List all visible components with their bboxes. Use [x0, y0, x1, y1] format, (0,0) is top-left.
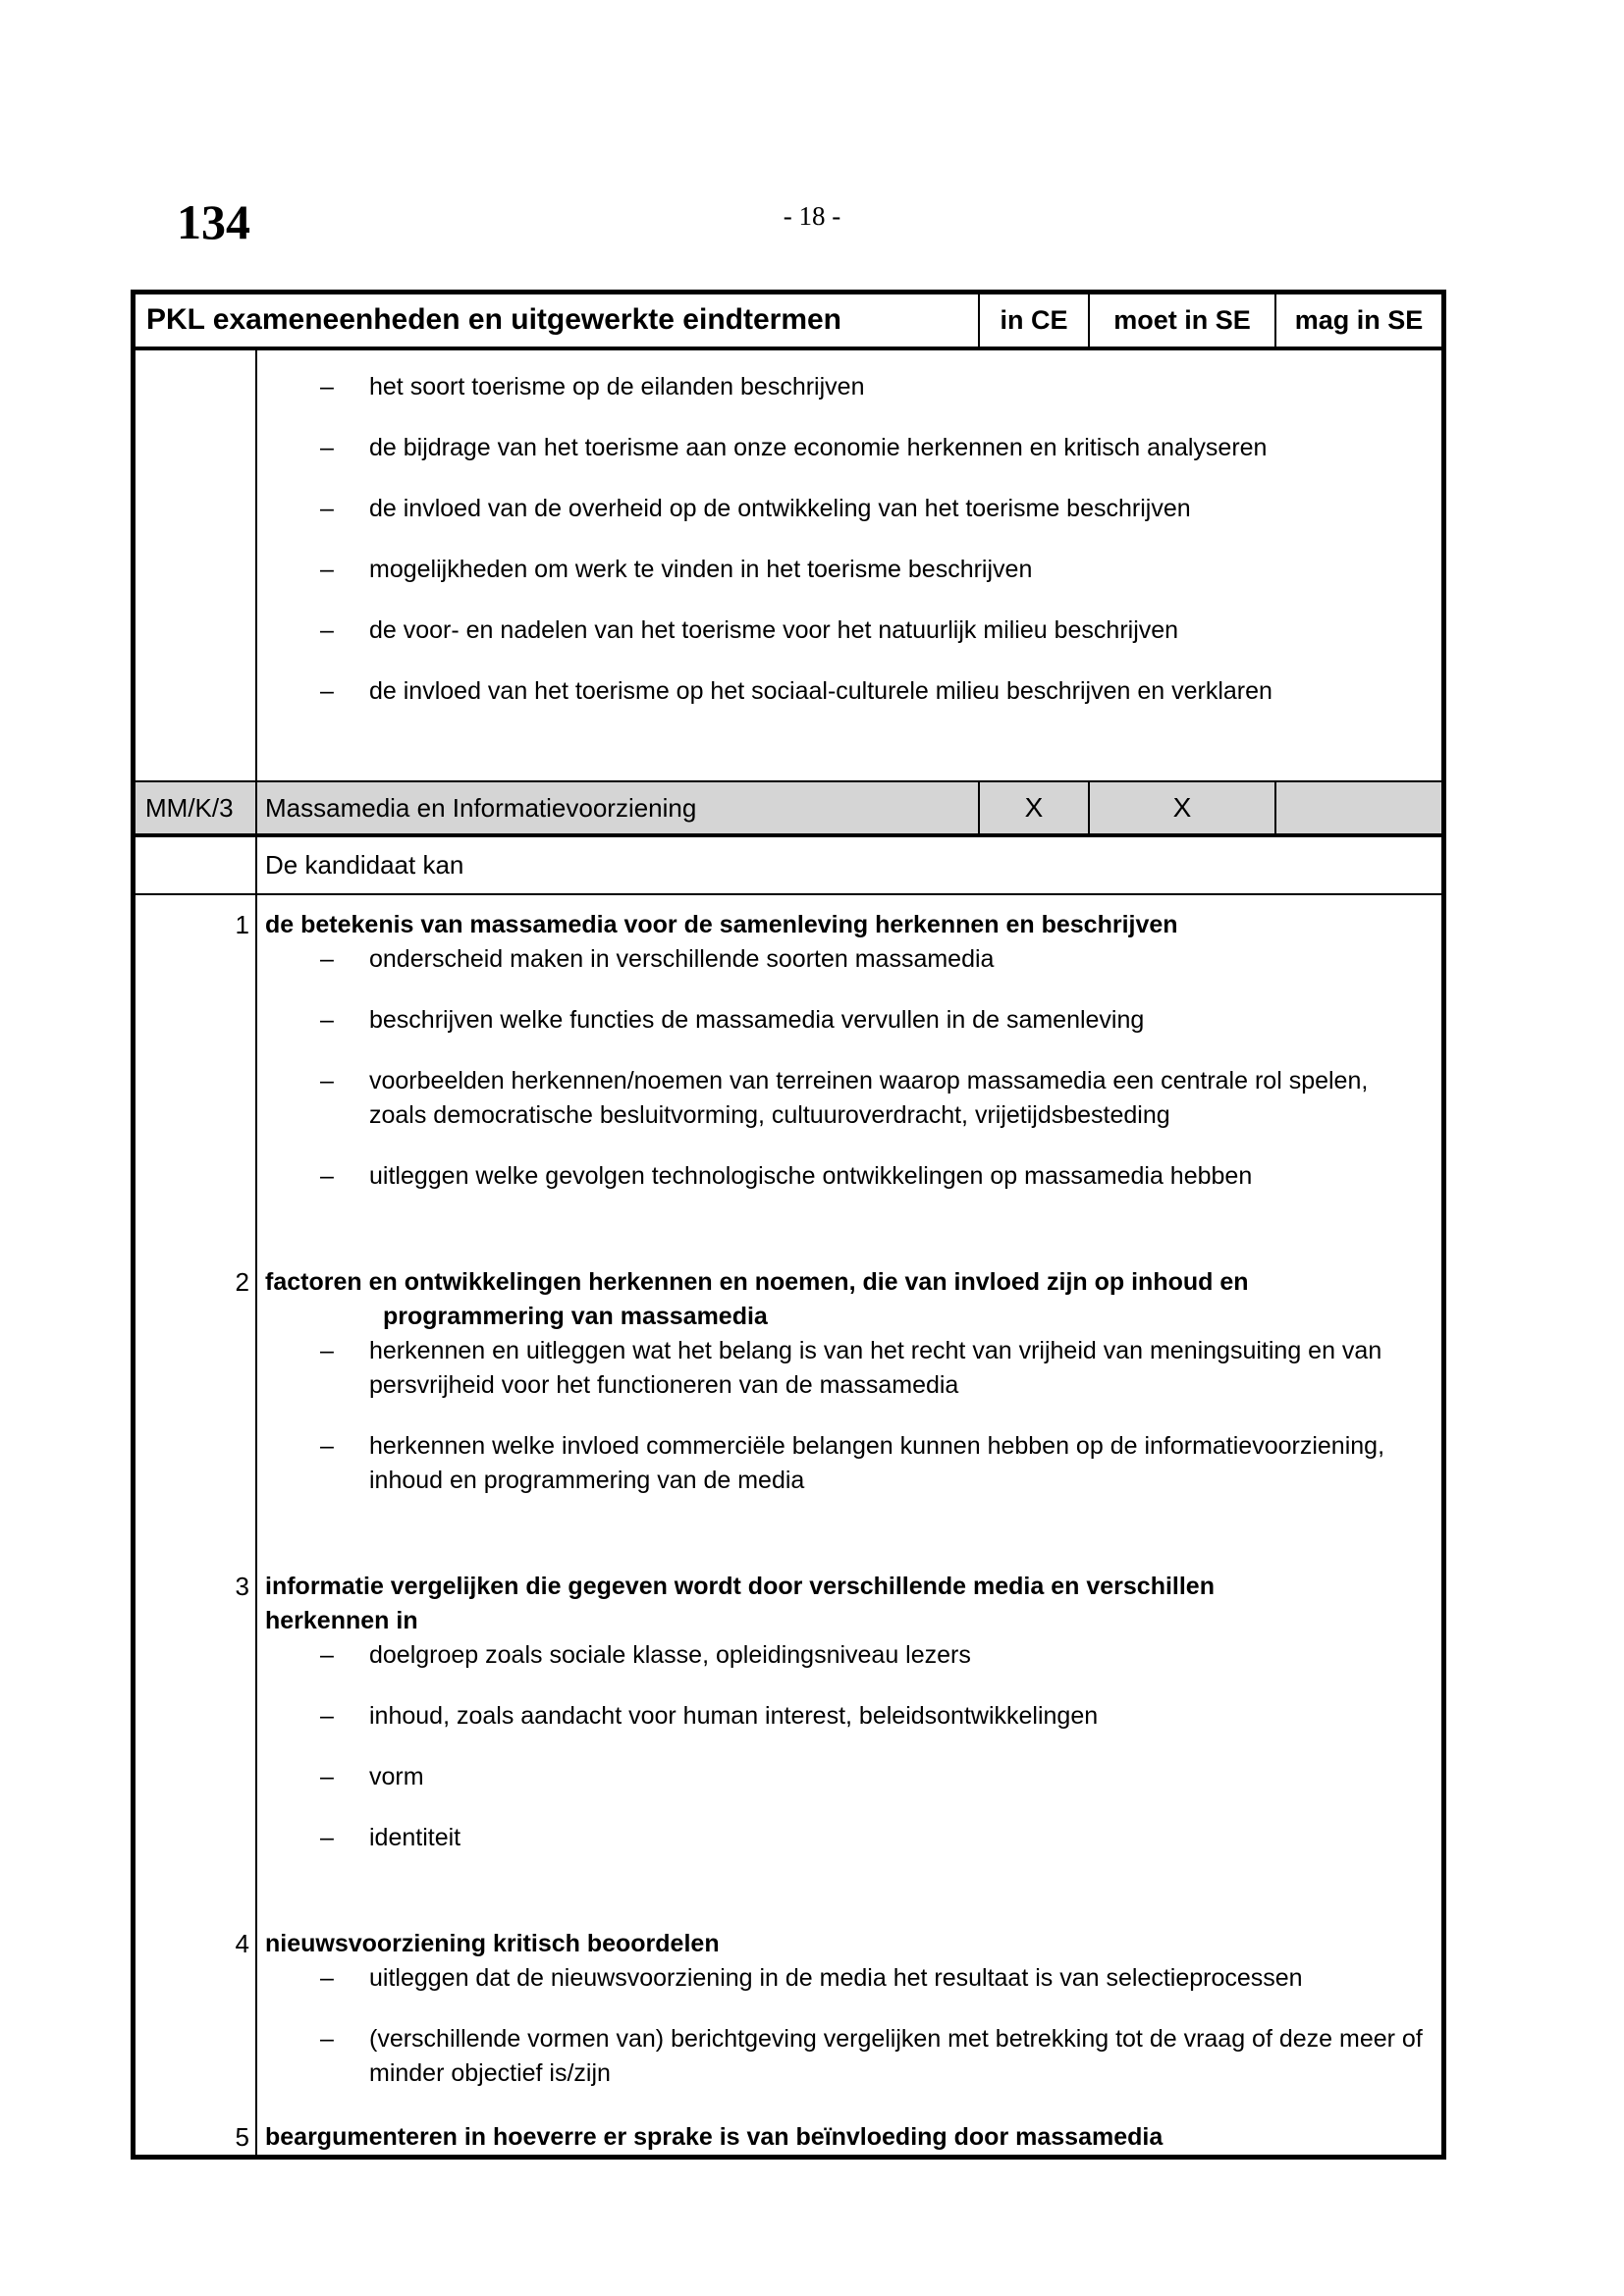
- item-number: 5: [235, 2122, 249, 2152]
- list-item: [265, 431, 1432, 465]
- bullet-text: de invloed van de overheid op de ontwikkeling van het toerisme beschrijven: [369, 494, 1191, 522]
- bullet-text: herkennen welke invloed commerciële belangen kunnen hebben op de informatievoorziening, inhoud en programmering van de media: [369, 1432, 1385, 1494]
- item-number: 4: [235, 1929, 249, 1958]
- tourism-bullets-row: [135, 350, 1441, 782]
- unit-code: MM/K/3: [135, 782, 257, 834]
- item-title-line: nieuwsvoorziening kritisch beoordelen: [265, 1930, 720, 1957]
- bullet-dash: –: [320, 494, 334, 522]
- bullet-dash: –: [320, 555, 334, 583]
- bullet-dash: –: [320, 1964, 334, 1992]
- col-header-moet-in-se: moet in SE: [1088, 294, 1274, 347]
- item-title-line: herkennen in: [265, 1607, 418, 1634]
- exam-item: [235, 1570, 1432, 1855]
- bullet-text: mogelijkheden om werk te vinden in het toerisme beschrijven: [369, 555, 1033, 583]
- exam-item: [235, 1265, 1432, 1498]
- item-title-line: beargumenteren in hoeverre er sprake is van beïnvloeding door massamedia: [265, 2123, 1164, 2151]
- list-item: [265, 553, 1432, 587]
- bullet-dash: –: [320, 676, 334, 705]
- bullet-dash: –: [320, 372, 334, 400]
- list-item: [265, 1638, 1432, 1673]
- folio-number: - 18 -: [783, 201, 841, 231]
- exam-table: [131, 290, 1446, 2160]
- bullet-text: de invloed van het toerisme op het sociaal-culturele milieu beschrijven en verklaren: [369, 676, 1272, 705]
- bullet-dash: –: [320, 945, 334, 973]
- empty-code-cell: [135, 837, 257, 893]
- bullet-text: inhoud, zoals aandacht voor human interest, beleidsontwikkelingen: [369, 1702, 1099, 1730]
- item-number: 3: [235, 1572, 249, 1601]
- kandidaat-label: De kandidaat kan: [265, 850, 464, 881]
- bullet-text: (verschillende vormen van) berichtgeving vergelijken met betrekking tot de vraag of deze meer of minder objectief is/zijn: [369, 2025, 1423, 2087]
- exam-item: [235, 2120, 1432, 2155]
- bullet-text: herkennen en uitleggen wat het belang is van het recht van vrijheid van meningsuiting en van persvrijheid voor het functioneren van de massamedia: [369, 1337, 1382, 1399]
- bullet-dash: –: [320, 1702, 334, 1730]
- bullet-text: de voor- en nadelen van het toerisme voor het natuurlijk milieu beschrijven: [369, 615, 1179, 644]
- item-title-line: informatie vergelijken die gegeven wordt door verschillende media en verschillen: [265, 1573, 1215, 1600]
- list-item: [265, 1003, 1432, 1038]
- bullet-dash: –: [320, 1432, 334, 1460]
- bullet-text: uitleggen dat de nieuwsvoorziening in de media het resultaat is van selectieprocessen: [369, 1964, 1303, 1992]
- unit-mag-in-se-mark: [1274, 782, 1441, 834]
- list-item: [265, 1159, 1432, 1194]
- list-item: [265, 1961, 1432, 1996]
- item-number: 1: [235, 910, 249, 939]
- list-item: [265, 1429, 1432, 1498]
- item-number-gutter: [135, 895, 257, 2155]
- unit-row: [135, 782, 1441, 838]
- unit-title: Massamedia en Informatievoorziening: [257, 782, 978, 834]
- table-title: PKL exameneenheden en uitgewerkte eindtermen: [146, 303, 842, 337]
- list-item: [265, 1760, 1432, 1794]
- col-header-in-ce: in CE: [978, 294, 1088, 347]
- bullet-dash: –: [320, 433, 334, 461]
- item-title-line: factoren en ontwikkelingen herkennen en noemen, die van invloed zijn op inhoud en: [265, 1268, 1249, 1296]
- bullet-text: doelgroep zoals sociale klasse, opleidingsniveau lezers: [369, 1641, 971, 1669]
- bullet-text: het soort toerisme op de eilanden beschrijven: [369, 372, 865, 400]
- list-item: [265, 614, 1432, 648]
- list-item: [265, 1699, 1432, 1734]
- items-row: [135, 895, 1441, 2155]
- exam-item: [235, 1927, 1432, 2091]
- col-header-mag-in-se: mag in SE: [1274, 294, 1441, 347]
- exam-item: [235, 908, 1432, 1194]
- list-item: [265, 1064, 1432, 1133]
- bullet-text: beschrijven welke functies de massamedia vervullen in de samenleving: [369, 1006, 1145, 1034]
- list-item: [265, 2022, 1432, 2091]
- bullet-dash: –: [320, 1763, 334, 1790]
- tourism-bullet-list: [257, 350, 1441, 780]
- bullet-dash: –: [320, 2025, 334, 2053]
- item-list: [235, 895, 1441, 2155]
- bullet-dash: –: [320, 1067, 334, 1095]
- item-title-line: de betekenis van massamedia voor de samenleving herkennen en beschrijven: [265, 911, 1178, 938]
- bullet-dash: –: [320, 1337, 334, 1364]
- bullet-dash: –: [320, 615, 334, 644]
- bullet-dash: –: [320, 1006, 334, 1034]
- list-item: [265, 370, 1432, 404]
- list-item: [265, 1821, 1432, 1855]
- table-header-row: [135, 294, 1441, 350]
- bullet-text: vorm: [369, 1763, 424, 1790]
- unit-moet-in-se-mark: X: [1088, 782, 1274, 834]
- bullet-text: identiteit: [369, 1824, 461, 1851]
- bullet-dash: –: [320, 1824, 334, 1851]
- list-item: [265, 492, 1432, 526]
- list-item: [265, 1334, 1432, 1403]
- bullet-text: onderscheid maken in verschillende soorten massamedia: [369, 945, 995, 973]
- kandidaat-row: [135, 837, 1441, 895]
- list-item: [265, 942, 1432, 977]
- item-title-line: programmering van massamedia: [383, 1303, 768, 1330]
- item-number: 2: [235, 1267, 249, 1297]
- bullet-dash: –: [320, 1162, 334, 1190]
- unit-in-ce-mark: X: [978, 782, 1088, 834]
- bullet-text: uitleggen welke gevolgen technologische ontwikkelingen op massamedia hebben: [369, 1162, 1253, 1190]
- bullet-text: de bijdrage van het toerisme aan onze economie herkennen en kritisch analyseren: [369, 433, 1268, 461]
- page-number: 134: [177, 194, 250, 249]
- bullet-dash: –: [320, 1641, 334, 1669]
- empty-code-cell: [135, 350, 257, 780]
- bullet-text: voorbeelden herkennen/noemen van terreinen waarop massamedia een centrale rol spelen, zoals democratische besluitvorming, cultuuroverdracht, vrijetijdsbesteding: [369, 1067, 1369, 1129]
- list-item: [265, 674, 1432, 709]
